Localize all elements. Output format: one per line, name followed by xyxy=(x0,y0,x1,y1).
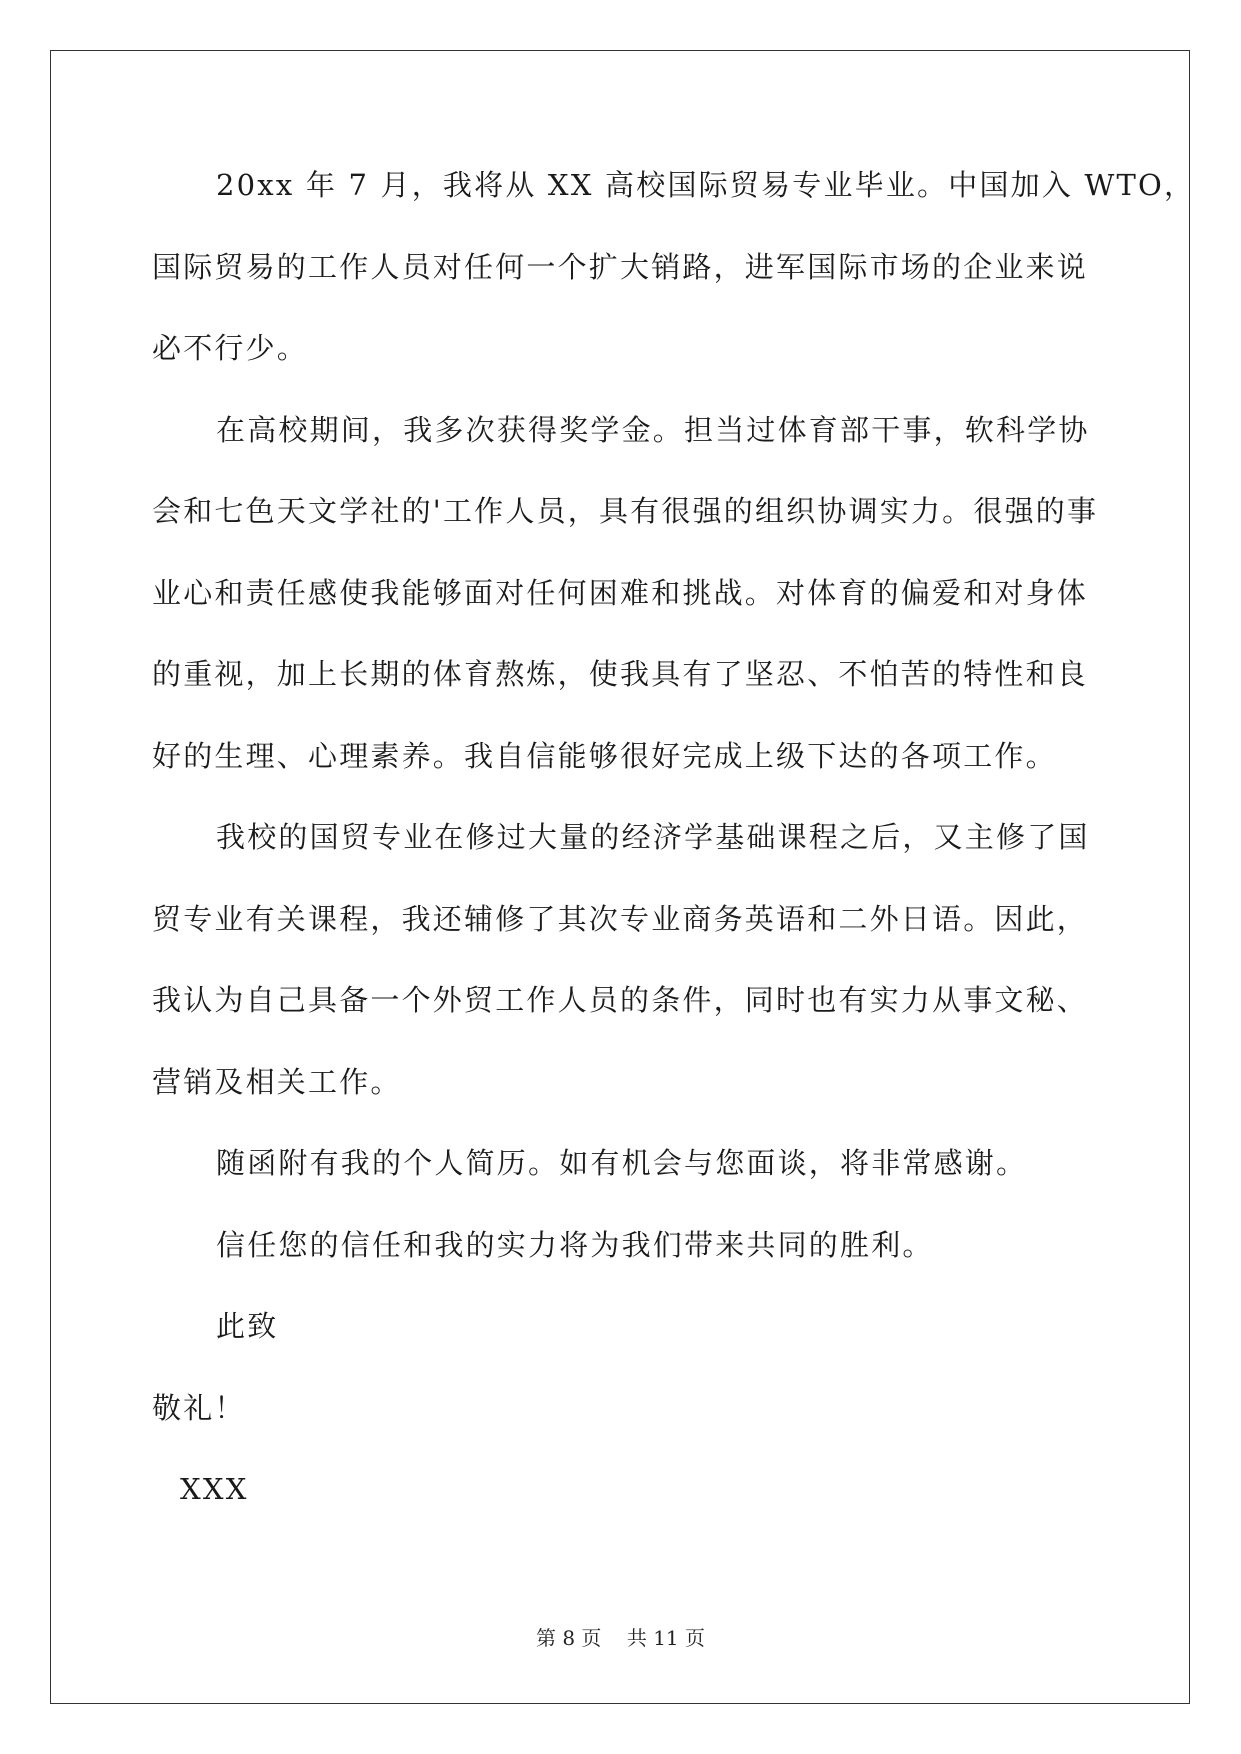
letter-line: 必不行少。 xyxy=(152,331,309,365)
salutation: 敬礼！ xyxy=(152,1390,246,1425)
letter-line: 会和七色天文学社的'工作人员，具有很强的组织协调实力。很强的事 xyxy=(152,494,1099,528)
letter-line: 国际贸易的工作人员对任何一个扩大销路，进军国际市场的企业来说 xyxy=(152,249,1089,284)
letter-line: 贸专业有关课程，我还辅修了其次专业商务英语和二外日语。因此， xyxy=(152,901,1089,936)
letter-line: 好的生理、心理素养。我自信能够很好完成上级下达的各项工作。 xyxy=(152,738,1057,773)
closing-phrase: 此致 xyxy=(216,1309,279,1343)
letter-line: 营销及相关工作。 xyxy=(152,1064,402,1099)
page-number: 第 8 页 共 11 页 xyxy=(535,1626,706,1650)
letter-line: 在高校期间，我多次获得奖学金。担当过体育部干事，软科学协 xyxy=(216,412,1090,447)
signature: XXX xyxy=(180,1472,249,1506)
letter-line: 我校的国贸专业在修过大量的经济学基础课程之后，又主修了国 xyxy=(216,820,1090,854)
letter-body xyxy=(152,165,1196,1551)
letter-line: 的重视，加上长期的体育熬炼，使我具有了坚忍、不怕苦的特性和良 xyxy=(152,657,1089,691)
letter-line: 我认为自己具备一个外贸工作人员的条件，同时也有实力从事文秘、 xyxy=(152,983,1089,1017)
letter-line: 20xx 年 7 月，我将从 XX 高校国际贸易专业毕业。中国加入 WTO， xyxy=(216,168,1196,202)
letter-line: 信任您的信任和我的实力将为我们带来共同的胜利。 xyxy=(216,1227,934,1262)
letter-line: 随函附有我的个人简历。如有机会与您面谈，将非常感谢。 xyxy=(216,1146,1028,1180)
letter-line: 业心和责任感使我能够面对任何困难和挑战。对体育的偏爱和对身体 xyxy=(152,575,1089,610)
